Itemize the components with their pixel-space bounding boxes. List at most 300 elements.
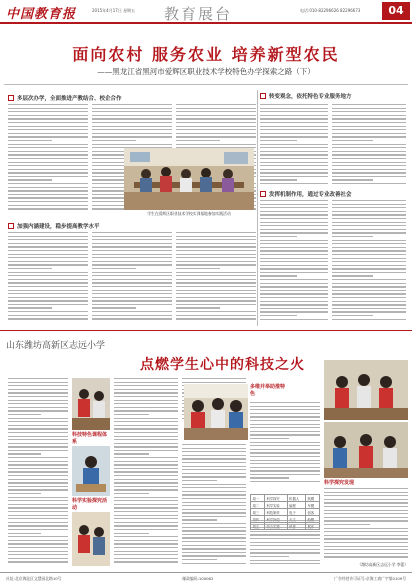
text-line [332, 304, 406, 305]
text-line [92, 264, 172, 265]
text-line [332, 275, 373, 276]
text-line [8, 489, 68, 490]
text-line [332, 232, 406, 233]
text-line [182, 512, 246, 513]
text-line [182, 476, 246, 477]
text-line [176, 243, 256, 244]
text-line [8, 190, 88, 191]
text-line [176, 268, 220, 269]
text-line [8, 304, 88, 305]
text-line [114, 536, 178, 537]
text-line [8, 522, 68, 523]
text-line [176, 133, 256, 134]
text-line [250, 549, 320, 550]
section-a-heading [8, 94, 122, 102]
text-line [332, 283, 406, 284]
text-line [92, 126, 172, 127]
text-line [8, 436, 68, 437]
text-line [182, 494, 246, 495]
text-line [332, 165, 406, 166]
text-line [332, 176, 406, 177]
text-line [8, 551, 68, 552]
text-line [114, 468, 178, 469]
text-line [92, 268, 136, 269]
text-line [8, 264, 88, 265]
text-line [182, 484, 246, 485]
text-column [114, 378, 178, 568]
text-line [176, 254, 256, 255]
table-cell: 周一 [251, 495, 265, 502]
text-line [250, 527, 320, 528]
top-subheadline: ——黑龙江省黑河市爱辉区职业技术学校特色办学探索之路（下） [97, 67, 315, 76]
text-line [176, 257, 256, 258]
text-line [182, 444, 246, 445]
text-line [260, 290, 328, 291]
text-line [8, 246, 88, 247]
text-line [176, 275, 256, 276]
text-line [176, 272, 256, 273]
text-line [114, 518, 178, 519]
text-line [250, 538, 320, 539]
text-line [332, 140, 373, 141]
text-line [114, 403, 178, 404]
text-line [8, 275, 88, 276]
text-line [92, 286, 172, 287]
text-line [92, 122, 172, 123]
text-line [8, 396, 68, 397]
text-line [332, 211, 406, 212]
text-line [182, 469, 246, 470]
text-line [176, 282, 256, 283]
text-line [114, 497, 178, 498]
text-line [332, 240, 406, 241]
editor-line: 电话:010-82296626 82296673 [300, 8, 361, 13]
text-line [8, 118, 88, 119]
text-line [8, 104, 88, 105]
photo-caption: 学生在爱辉区职业技术学校实训基地参加实践活动 [147, 211, 231, 216]
text-line [114, 522, 178, 523]
text-line [324, 513, 408, 514]
page-number: 04 [382, 2, 410, 20]
text-column [182, 444, 246, 568]
text-line [332, 172, 406, 173]
text-line [92, 307, 136, 308]
text-line [8, 311, 88, 312]
text-line [250, 416, 320, 417]
text-line [260, 158, 328, 159]
top-rule [4, 84, 408, 85]
text-line [8, 536, 68, 537]
text-column [8, 378, 68, 568]
text-line [114, 446, 178, 447]
text-line [8, 129, 88, 130]
text-line [260, 229, 328, 230]
text-line [332, 169, 406, 170]
text-line [182, 563, 246, 564]
text-line [324, 553, 408, 554]
text-line [8, 475, 68, 476]
table-cell: 科学探究 [264, 495, 287, 502]
text-line [8, 126, 88, 127]
text-line [332, 207, 406, 208]
text-line [8, 518, 68, 519]
text-line [8, 122, 88, 123]
bottom-headline: 点燃学生心中的科技之火 [140, 357, 305, 373]
text-line [260, 169, 328, 170]
text-line [8, 232, 88, 233]
text-line [8, 392, 68, 393]
text-column [332, 200, 406, 324]
text-column [260, 104, 328, 188]
text-line [114, 425, 178, 426]
text-line [114, 543, 178, 544]
text-line [260, 200, 328, 201]
text-line [92, 261, 172, 262]
text-line [250, 556, 289, 557]
table-cell: 科学实验 [264, 502, 287, 509]
text-line [8, 133, 88, 134]
text-line [114, 475, 178, 476]
text-line [8, 464, 68, 465]
text-line [250, 481, 320, 482]
text-line [8, 558, 68, 559]
tag-3: 多维并举助推特色 [250, 384, 286, 397]
text-column [8, 104, 88, 212]
table-cell: 周二 [251, 502, 265, 509]
text-line [114, 392, 178, 393]
table-cell: 车模 [306, 502, 320, 509]
text-line [332, 279, 406, 280]
text-line [250, 413, 320, 414]
text-line [260, 240, 328, 241]
students-photo-3 [72, 512, 110, 566]
text-line [8, 236, 88, 237]
text-line [8, 547, 68, 548]
newspaper-logo: 中国教育报 [6, 7, 77, 22]
text-line [332, 144, 406, 145]
text-line [8, 165, 88, 166]
text-line [332, 108, 406, 109]
text-line [8, 482, 68, 483]
section-d-heading [260, 190, 352, 198]
text-line [260, 176, 328, 177]
text-line [114, 461, 178, 462]
text-line [8, 525, 68, 526]
text-line [332, 129, 406, 130]
text-line [8, 403, 68, 404]
text-line [114, 482, 178, 483]
text-line [324, 549, 408, 550]
text-line [8, 400, 68, 401]
text-line [92, 290, 172, 291]
text-line [8, 108, 88, 109]
students-photo-1-image [72, 378, 110, 430]
text-line [260, 115, 328, 116]
text-line [176, 264, 256, 265]
text-line [8, 446, 68, 447]
text-line [332, 315, 373, 316]
text-line [176, 104, 256, 105]
text-line [8, 493, 41, 494]
table-cell: 编程 [287, 502, 305, 509]
text-line [250, 524, 320, 525]
text-line [8, 268, 52, 269]
text-line [92, 272, 172, 273]
text-line [324, 546, 408, 547]
text-line [8, 144, 88, 145]
text-line [92, 246, 172, 247]
text-column [250, 402, 320, 488]
text-line [250, 434, 320, 435]
section-c-label: 加强内涵建设，稳步提高教学水平 [17, 224, 100, 230]
text-line [260, 236, 297, 237]
text-line [182, 451, 246, 452]
text-line [332, 308, 406, 309]
text-line [92, 311, 172, 312]
tag-2: 科学实验探究活动 [72, 498, 108, 511]
text-line [114, 389, 178, 390]
text-line [8, 279, 88, 280]
text-line [176, 293, 256, 294]
column-divider [257, 90, 258, 326]
text-line [332, 261, 406, 262]
text-line [8, 293, 88, 294]
text-line [114, 515, 178, 516]
text-line [176, 108, 256, 109]
text-line [324, 499, 408, 500]
text-line [8, 378, 68, 379]
text-line [176, 239, 256, 240]
science-photo-1-image [324, 360, 408, 420]
text-line [182, 559, 217, 560]
text-line [182, 537, 246, 538]
text-line [260, 315, 297, 316]
text-line [332, 147, 406, 148]
text-line [332, 115, 406, 116]
text-line [250, 409, 320, 410]
text-line [332, 258, 406, 259]
text-line [8, 140, 52, 141]
text-line [182, 530, 246, 531]
text-line [176, 286, 256, 287]
text-line [332, 222, 406, 223]
text-line [114, 421, 178, 422]
text-line [250, 467, 320, 468]
text-line [114, 428, 178, 429]
text-line [114, 547, 178, 548]
text-line [176, 250, 256, 251]
article-separator [0, 330, 412, 331]
text-line [250, 460, 320, 461]
text-line [332, 229, 406, 230]
date-line: 2015年4月17日 星期五 [92, 8, 136, 13]
text-line [8, 187, 88, 188]
bullet-icon [260, 93, 266, 99]
text-line [324, 517, 408, 518]
text-line [260, 147, 328, 148]
text-line [182, 448, 246, 449]
text-line [260, 211, 328, 212]
section-title: 教育展台 [164, 5, 233, 23]
text-line [260, 183, 328, 184]
masthead [0, 0, 412, 24]
text-line [92, 297, 172, 298]
text-line [176, 236, 256, 237]
text-line [92, 115, 172, 116]
text-line [182, 466, 246, 467]
text-line [8, 504, 68, 505]
text-line [260, 247, 328, 248]
text-line [92, 104, 172, 105]
text-line [260, 301, 328, 302]
text-line [8, 453, 41, 454]
text-line [260, 222, 328, 223]
text-line [8, 507, 68, 508]
text-line [92, 293, 172, 294]
text-line [8, 154, 88, 155]
text-line [176, 122, 256, 123]
text-line [8, 169, 88, 170]
text-line [92, 239, 172, 240]
text-line [332, 111, 406, 112]
text-line [114, 486, 178, 487]
text-line [260, 243, 328, 244]
text-line [260, 179, 297, 180]
text-line [114, 561, 178, 562]
text-line [176, 246, 256, 247]
text-line [260, 272, 328, 273]
text-line [8, 450, 68, 451]
text-line [260, 126, 328, 127]
text-line [250, 520, 320, 521]
text-line [114, 443, 178, 444]
text-line [332, 133, 406, 134]
text-line [176, 118, 256, 119]
text-line [8, 533, 41, 534]
text-line [176, 290, 256, 291]
text-line [176, 115, 256, 116]
text-line [332, 200, 406, 201]
text-line [176, 297, 256, 298]
table-cell: 科技制作 [264, 509, 287, 516]
students-photo-3-image [72, 512, 110, 566]
text-line [260, 319, 328, 320]
text-line [260, 162, 328, 163]
text-line [332, 162, 406, 163]
text-line [114, 489, 178, 490]
text-line [92, 282, 172, 283]
text-line [332, 254, 406, 255]
text-line [8, 300, 88, 301]
text-line [92, 129, 172, 130]
text-line [176, 304, 256, 305]
text-line [332, 297, 406, 298]
text-line [114, 378, 178, 379]
text-line [182, 548, 246, 549]
tag-1: 科技特色课程体系 [72, 432, 108, 445]
bullet-icon [8, 223, 14, 229]
text-line [332, 319, 406, 320]
text-line [332, 236, 373, 237]
text-line [8, 315, 88, 316]
text-line [324, 524, 370, 525]
text-line [176, 261, 256, 262]
text-line [114, 450, 178, 451]
text-line [92, 243, 172, 244]
text-line [260, 151, 328, 152]
text-line [8, 250, 88, 251]
text-line [260, 232, 328, 233]
text-line [176, 129, 256, 130]
text-line [332, 301, 406, 302]
text-line [182, 505, 246, 506]
text-line [332, 214, 406, 215]
text-line [182, 462, 246, 463]
text-line [182, 458, 246, 459]
text-line [324, 488, 408, 489]
text-line [250, 445, 320, 446]
text-line [250, 452, 320, 453]
text-line [332, 250, 406, 251]
text-line [324, 492, 408, 493]
text-line [8, 443, 68, 444]
text-line [250, 531, 320, 532]
text-line [8, 194, 88, 195]
text-line [92, 140, 136, 141]
text-line [250, 552, 320, 553]
text-line [182, 491, 246, 492]
text-line [332, 286, 406, 287]
text-line [332, 311, 406, 312]
text-line [114, 554, 178, 555]
footer-license: 广告经营许可证号:京海工商广字第0109号 [334, 576, 406, 581]
text-line [260, 258, 328, 259]
text-line [92, 144, 172, 145]
text-line [332, 126, 406, 127]
text-line [8, 457, 68, 458]
text-line [260, 136, 328, 137]
bullet-icon [260, 191, 266, 197]
science-photo-1 [324, 360, 408, 420]
text-line [8, 183, 88, 184]
text-line [260, 207, 328, 208]
text-line [182, 523, 246, 524]
text-line [114, 410, 178, 411]
text-line [176, 111, 256, 112]
text-line [324, 506, 408, 507]
text-line [114, 407, 178, 408]
text-line [260, 225, 328, 226]
lab-photo [184, 384, 248, 440]
text-line [114, 414, 149, 415]
text-column [176, 232, 256, 324]
text-line [260, 118, 328, 119]
text-line [8, 511, 68, 512]
text-line [332, 151, 406, 152]
text-line [250, 449, 320, 450]
bullet-icon [8, 95, 14, 101]
text-line [8, 197, 88, 198]
text-line [176, 144, 256, 145]
text-line [260, 250, 328, 251]
section-d-label: 发挥机制作用，通过专业改善社会 [269, 192, 352, 198]
text-line [8, 428, 68, 429]
text-line [260, 265, 328, 266]
text-line [114, 504, 178, 505]
text-line [250, 463, 320, 464]
text-line [332, 293, 406, 294]
text-line [8, 115, 88, 116]
